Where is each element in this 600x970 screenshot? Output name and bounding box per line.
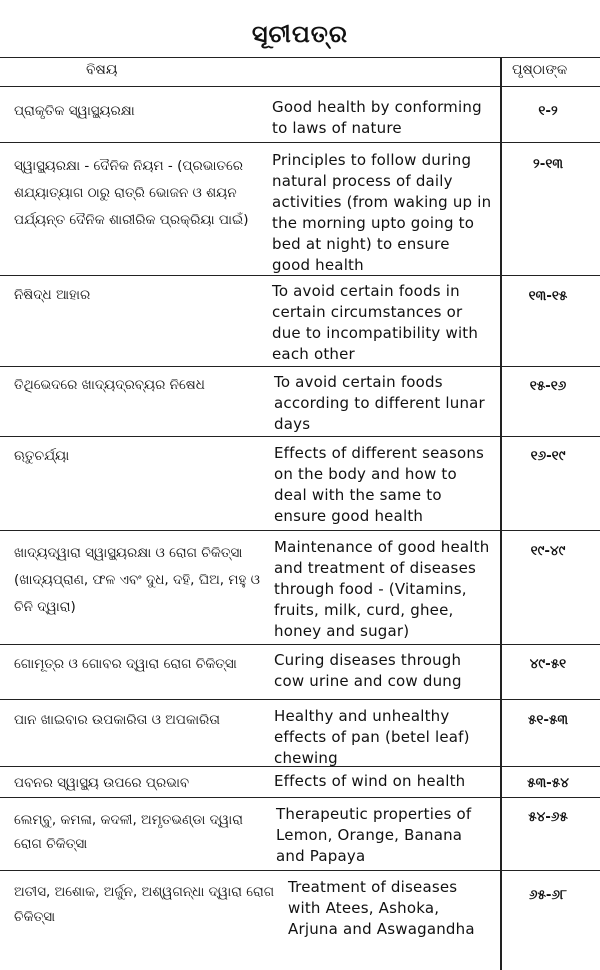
toc-english-title: To avoid certain foods in certain circumstances or due to incompatibility with each other (272, 282, 479, 363)
row-divider (0, 275, 600, 276)
row-divider (0, 766, 600, 767)
row-divider (0, 530, 600, 531)
toc-english-title: Therapeutic properties of Lemon, Orange, Banana and Papaya (276, 805, 472, 865)
toc-english-title: Healthy and unhealthy effects of pan (betel leaf) chewing (274, 707, 470, 767)
toc-page-range: ୧୩-୧୫ (528, 288, 568, 304)
toc-page-range: ୫୪-୬୫ (528, 809, 568, 825)
row-divider (0, 870, 600, 871)
row-divider (0, 699, 600, 700)
row-divider (0, 644, 600, 645)
toc-odia-title: ଗୋମୂତ୍ର ଓ ଗୋବର ଦ୍ୱାରା ରୋଗ ଚିକିତ୍ସା (14, 656, 237, 672)
subject-column-header: ବିଷୟ (86, 62, 118, 78)
header-top-rule (0, 57, 600, 58)
toc-english-title: Curing diseases through cow urine and cow dung (274, 651, 462, 690)
row-divider (0, 436, 600, 437)
toc-page-range: ୫୧-୫୩ (527, 712, 569, 728)
toc-odia-title: ଋତୁଚର୍ଯ୍ୟା (14, 448, 70, 464)
toc-page-range: ୧୬-୧୯ (530, 448, 566, 464)
toc-english-title: Effects of wind on health (274, 772, 466, 790)
toc-odia-title: ଅତୀସ, ଅଶୋକ, ଅର୍ଜୁନ, ଅଶ୍ୱଗନ୍ଧା ଦ୍ୱାରା ରୋଗ ଚିକିତ୍ସା (14, 884, 275, 925)
row-divider (0, 142, 600, 143)
toc-odia-title: ସ୍ୱାସ୍ଥ୍ୟରକ୍ଷା - ଦୈନିକ ନିୟମ - (ପ୍ରଭାତରେ ଶଯ୍ୟାତ୍ୟାଗ ଠାରୁ ରାତ୍ରି ଭୋଜନ ଓ ଶୟନ ପର୍ଯ୍ୟନ୍ତ ଦୈନିକ ଶାରୀରିକ ପ୍ରକ୍ରିୟା ପାଇଁ) (14, 158, 249, 228)
toc-english-title: To avoid certain foods according to different lunar days (274, 373, 485, 433)
column-divider (500, 57, 502, 970)
toc-english-title: Principles to follow during natural process of daily activities (from waking up in the morning upto going to bed at night) to ensure good health (272, 151, 492, 274)
toc-english-title: Maintenance of good health and treatment of diseases through food - (Vitamins, fruits, milk, curd, ghee, honey and sugar) (274, 538, 490, 640)
toc-page-range: ୬୫-୬୮ (528, 887, 568, 903)
toc-page-range: ୧-୨ (538, 103, 558, 119)
toc-english-title: Good health by conforming to laws of nature (272, 98, 482, 137)
toc-page-range: ୪୯-୫୧ (529, 656, 567, 672)
row-divider (0, 797, 600, 798)
toc-odia-title: ପ୍ରାକୃତିକ ସ୍ୱାସ୍ଥ୍ୟରକ୍ଷା (14, 103, 135, 119)
header-bottom-rule (0, 86, 600, 87)
toc-odia-title: ପବନର ସ୍ୱାସ୍ଥ୍ୟ ଉପରେ ପ୍ରଭାବ (14, 775, 190, 791)
toc-page-range: ୧୫-୧୬ (529, 378, 567, 394)
toc-page-range: ୧୯-୪୯ (530, 543, 566, 559)
toc-odia-title: ଲେମ୍ବୁ, କମଳା, କଦଳୀ, ଅମୃତଭଣ୍ଡା ଦ୍ୱାରା ରୋଗ ଚିକିତ୍ସା (14, 812, 243, 852)
toc-odia-title: ପାନ ଖାଇବାର ଉପକାରିତା ଓ ଅପକାରିତା (14, 712, 221, 728)
toc-odia-title: ନିଷିଦ୍ଧ ଆହାର (14, 287, 91, 303)
toc-page-range: ୨-୧୩ (533, 156, 563, 172)
toc-page-range: ୫୩-୫୪ (527, 775, 569, 791)
page-title: ସୂଚୀପତ୍ର (251, 20, 349, 48)
toc-english-title: Effects of different seasons on the body and how to deal with the same to ensure good health (274, 444, 485, 525)
toc-odia-title: ଖାଦ୍ୟଦ୍ୱାରା ସ୍ୱାସ୍ଥ୍ୟରକ୍ଷା ଓ ରୋଗ ଚିକିତ୍ସା (ଖାଦ୍ୟପ୍ରାଣ, ଫଳ ଏବଂ ଦୁଧ, ଦହି, ଘିଅ, ମହୁ ଓ ଚିନି ଦ୍ୱାରା) (14, 545, 260, 615)
toc-odia-title: ତିଥିଭେଦରେ ଖାଦ୍ୟଦ୍ରବ୍ୟର ନିଷେଧ (14, 377, 205, 393)
row-divider (0, 366, 600, 367)
page-column-header: ପୃଷ୍ଠାଙ୍କ (512, 62, 568, 78)
toc-english-title: Treatment of diseases with Atees, Ashoka, Arjuna and Aswagandha (288, 878, 475, 938)
